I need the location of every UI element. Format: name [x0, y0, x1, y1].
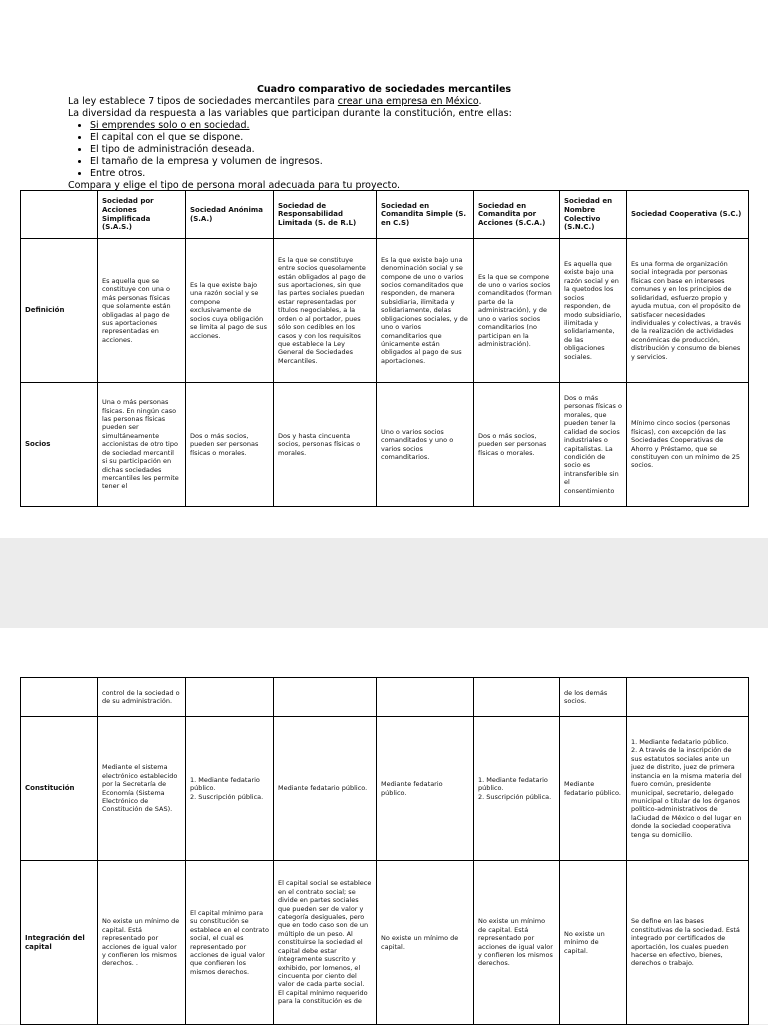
table-cell: control de la sociedad o de su administración. — [98, 678, 186, 717]
header-cell: Sociedad en Nombre Colectivo (S.N.C.) — [560, 191, 627, 239]
table-cell: Mínimo cinco socios (personas físicas), con excepción de las Sociedades Cooperativas de Ahorro y Préstamo, que se constituyen con un mínimo de 25 socios. — [627, 383, 749, 507]
table-cell: Es aquella que existe bajo una razón social y en la quetodos los socios responden, de modo subsidiario, ilimitada y solidariamente, de las obligaciones sociales. — [560, 239, 627, 383]
table-row — [21, 239, 749, 383]
bullet-item: • El tipo de administración deseada. — [90, 144, 512, 156]
table-cell: Mediante fedatario público. — [377, 717, 474, 861]
table-cell: No existe un mínimo de capital. — [377, 861, 474, 1025]
table-cell: 1. Mediante fedatario público. 2. A través de la inscripción de sus estatutos sociales ante un juez de distrito, juez de primera instancia en la misma materia del fuero común, presidente municipal, secretario, delegado municipal o titular de los órganos político-administrativos de laCiudad de México o del lugar en donde la sociedad cooperativa tenga su domicilio. — [627, 717, 749, 861]
comparison-table — [20, 190, 749, 507]
table-cell: Mediante el sistema electrónico establecido por la Secretaría de Economía (Sistema Electrónico de Constitución de SAS). — [98, 717, 186, 861]
document-page-2 — [0, 628, 768, 1024]
table-cell: Es una forma de organización social integrada por personas físicas con base en intereses comunes y en los principios de solidaridad, esfuerzo propio y ayuda mutua, con el propósito de satisfacer necesidades individuales y colectivas, a través de la realización de actividades económicas de producción, distribución y consumo de bienes y servicios. — [627, 239, 749, 383]
intro-line-1 — [68, 96, 512, 108]
bullet-item — [90, 120, 512, 132]
table-cell: No existe un mínimo de capital. Está representado por acciones de igual valor y confieren los mismos derechos. . — [98, 861, 186, 1025]
table-cell: 1. Mediante fedatario público. 2. Suscripción pública. — [186, 717, 274, 861]
header-cell: Sociedad por Acciones Simplificada (S.A.S.) — [98, 191, 186, 239]
table-cell — [186, 678, 274, 717]
table-row — [21, 717, 749, 861]
row-header-cell: Socios — [21, 383, 98, 507]
intro-block — [68, 96, 512, 192]
bullet-item: • El capital con el que se dispone. — [90, 132, 512, 144]
table-cell — [377, 678, 474, 717]
table-cell: Dos y hasta cincuenta socios, personas físicas o morales. — [274, 383, 377, 507]
document-title: Cuadro comparativo de sociedades mercantiles — [256, 84, 512, 95]
header-cell — [21, 191, 98, 239]
table-cell: El capital social se establece en el contrato social; se divide en partes sociales que pueden ser de valor y categoría desiguales, pero que en todo caso son de un múltiplo de un peso. Al constituirse la sociedad el capital debe estar íntegramente suscrito y exhibido, por lomenos, el cincuenta por ciento del valor de cada parte social. El capital mínimo requerido para la constitución es de — [274, 861, 377, 1025]
row-header-cell: Constitución — [21, 717, 98, 861]
intro-line-2: La diversidad da respuesta a las variables que participan durante la constitución, entre ellas: — [68, 108, 512, 119]
table-cell: Dos o más socios, pueden ser personas físicas o morales. — [474, 383, 560, 507]
table-cell — [627, 678, 749, 717]
table-cell: No existe un mínimo de capital. — [560, 861, 627, 1025]
table-header-row — [21, 191, 749, 239]
table-cell: Dos o más socios, pueden ser personas físicas o morales. — [186, 383, 274, 507]
table-cell: Uno o varios socios comanditados y uno o varios socios comanditarios. — [377, 383, 474, 507]
table-cell: Es la que existe bajo una denominación social y se compone de uno o varios socios comanditados que responden, de manera subsidiaria, ilimitada y solidariamente, delas obligaciones sociales, y de uno o varios comanditarios que únicamente están obligados al pago de sus aportaciones. — [377, 239, 474, 383]
intro-line-1-end: . — [478, 96, 482, 107]
header-cell: Sociedad en Comandita Simple (S. en C.S) — [377, 191, 474, 239]
table-cell: de los demás socios. — [560, 678, 627, 717]
table-cell — [474, 678, 560, 717]
bullet-list — [68, 120, 512, 180]
header-cell: Sociedad Anónima (S.A.) — [186, 191, 274, 239]
table-cell: Es aquella que se constituye con una o más personas físicas que solamente están obligadas al pago de sus aportaciones representadas en acciones. — [98, 239, 186, 383]
table-cell: Se define en las bases constitutivas de la sociedad. Está integrado por certificados de aportación, los cuales pueden hacerse en efectivo, bienes, derechos o trabajo. — [627, 861, 749, 1025]
table-cell: El capital mínimo para su constitución se establece en el contrato social, el cual es representado por acciones de igual valor que confieren los mismos derechos. — [186, 861, 274, 1025]
intro-link[interactable]: crear una empresa en México — [337, 96, 479, 107]
header-cell: Sociedad Cooperativa (S.C.) — [627, 191, 749, 239]
bullet-item: • El tamaño de la empresa y volumen de ingresos. — [90, 156, 512, 168]
table-cell: No existe un mínimo de capital. Está representado por acciones de igual valor y confieren los mismos derechos. — [474, 861, 560, 1025]
intro-line-1-text: La ley establece 7 tipos de sociedades mercantiles para — [68, 96, 338, 107]
bullet-text: Si emprendes solo o en sociedad. — [90, 120, 250, 131]
table-cell: Es la que se constituye entre socios quesolamente están obligados al pago de sus aportaciones, sin que las partes sociales puedan estar representadas por títulos negociables, a la orden o al portador, pues sólo son cedibles en los casos y con los requisitos que establece la Ley General de Sociedades Mercantiles. — [274, 239, 377, 383]
table-cell: Mediante fedatario público. — [560, 717, 627, 861]
table-cell — [21, 678, 98, 717]
table-cell: Mediante fedatario público. — [274, 717, 377, 861]
bullet-item: • Entre otros. — [90, 168, 512, 180]
comparison-table-continued — [20, 677, 749, 1025]
header-cell: Sociedad de Responsabilidad Limitada (S. de R.L) — [274, 191, 377, 239]
table-cell: 1. Mediante fedatario público. 2. Suscripción pública. — [474, 717, 560, 861]
table-cell: Es la que se compone de uno o varios socios comanditados (forman parte de la administración), y de uno o varios socios comanditarios (no participan en la administración). — [474, 239, 560, 383]
table-row — [21, 383, 749, 507]
intro-line-3: Compara y elige el tipo de persona moral adecuada para tu proyecto. — [68, 180, 401, 191]
header-cell: Sociedad en Comandita por Acciones (S.C.A.) — [474, 191, 560, 239]
row-header-cell: Integración del capital — [21, 861, 98, 1025]
table-cell — [274, 678, 377, 717]
table-row — [21, 678, 749, 717]
table-cell: Dos o más personas físicas o morales, que pueden tener la calidad de socios industriales o capitalistas. La condición de socio es intransferible sin el consentimiento — [560, 383, 627, 507]
table-cell: Es la que existe bajo una razón social y se compone exclusivamente de socios cuya obligación se limita al pago de sus acciones. — [186, 239, 274, 383]
row-header-cell: Definición — [21, 239, 98, 383]
table-cell: Una o más personas físicas. En ningún caso las personas físicas pueden ser simultáneamente accionistas de otro tipo de sociedad mercantil si su participación en dichas sociedades mercantiles les permite tener el — [98, 383, 186, 507]
table-row — [21, 861, 749, 1025]
